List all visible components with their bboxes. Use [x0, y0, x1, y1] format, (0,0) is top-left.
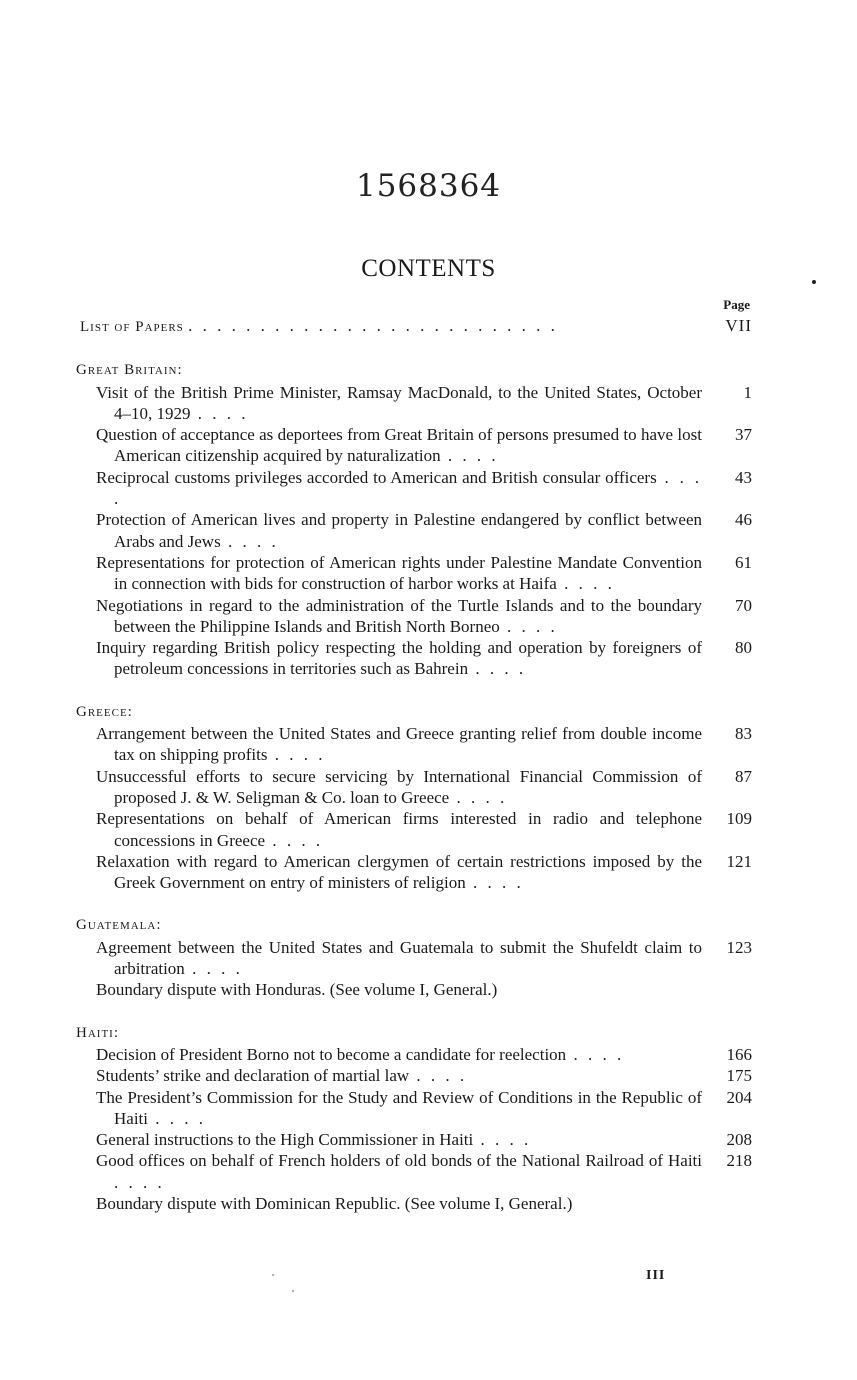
entry-text: Inquiry regarding British policy respecting the holding and operation by foreigners of petroleum concessions in territories such as Bahrein: [96, 638, 702, 679]
sections-container: [76, 360, 752, 1214]
page-column-header: Page: [723, 297, 750, 312]
leader-dots: . . . .: [184, 959, 243, 979]
toc-entry: [96, 1065, 752, 1086]
entry-title: [96, 1193, 702, 1214]
ink-speck: [812, 280, 816, 284]
toc-entry: [96, 552, 752, 595]
toc-entry: [96, 637, 752, 680]
entry-title: [96, 595, 702, 638]
toc-entry: [96, 766, 752, 809]
entry-title: [96, 467, 702, 510]
leader-dots: . . . .: [556, 574, 615, 594]
leader-dots: . . . .: [267, 745, 326, 765]
entry-text: Agreement between the United States and Guatemala to submit the Shufeldt claim to arbitration: [96, 937, 702, 979]
toc-entry: [96, 723, 752, 766]
entry-title: [96, 808, 702, 851]
entry-list: [96, 382, 752, 680]
toc-entry: [96, 382, 752, 425]
leader-dots: . . . .: [566, 1044, 625, 1064]
toc-section: [76, 915, 752, 1000]
entry-text: Negotiations in regard to the administration of the Turtle Islands and to the boundary between the Philippine Islands and British North Borneo: [96, 595, 702, 636]
entry-page-number: 121: [726, 851, 752, 871]
toc-section: [76, 1023, 752, 1215]
toc-entry: [96, 937, 752, 980]
entry-text: Decision of President Borno not to become a candidate for reelection: [96, 1044, 567, 1064]
toc-entry: [96, 808, 752, 851]
toc-entry: [96, 595, 752, 638]
entry-text: Representations for protection of American rights under Palestine Mandate Convention in connection with bids for construction of harbor works at Haifa: [96, 552, 702, 594]
leader-dots: . . . .: [148, 1108, 206, 1128]
entry-title: [96, 1044, 702, 1065]
entry-list: [96, 937, 752, 1001]
toc-entry: [96, 1150, 752, 1193]
entry-text: Arrangement between the United States and Greece granting relief from double income tax on shipping profits: [96, 724, 702, 765]
page-folio: III: [646, 1268, 666, 1283]
entry-text: Boundary dispute with Dominican Republic. (See volume I, General.): [96, 1193, 573, 1213]
list-of-papers-page: VII: [725, 316, 752, 335]
leader-dots: . . . .: [114, 467, 702, 509]
leader-dots: . . . .: [440, 446, 499, 466]
leader-dots: . . . .: [449, 787, 508, 807]
toc-entry: [96, 1129, 752, 1150]
entry-title: [96, 979, 702, 1000]
toc-entry: [96, 1044, 752, 1065]
entry-title: [96, 1065, 702, 1086]
entry-page-number: 175: [726, 1066, 752, 1086]
entry-text: Visit of the British Prime Minister, Ramsay MacDonald, to the United States, October 4–10, 1929: [96, 382, 702, 423]
entry-title: [96, 766, 702, 809]
section-heading: Guatemala:: [76, 917, 162, 934]
leader-dots: . . . .: [265, 830, 324, 850]
leader-dots: . . . .: [190, 403, 249, 423]
entry-text: Protection of American lives and property in Palestine endangered by conflict between Arabs and Jews: [96, 510, 702, 551]
entry-page-number: 43: [735, 467, 752, 487]
entry-title: [96, 382, 702, 425]
leader-dots: . . . .: [465, 873, 524, 893]
entry-page-number: 109: [726, 809, 752, 829]
toc-entry: [96, 424, 752, 467]
entry-page-number: 37: [735, 425, 752, 445]
entry-title: [96, 509, 702, 552]
toc-entry: [96, 1087, 752, 1130]
entry-page-number: 208: [726, 1130, 752, 1150]
entry-page-number: 83: [735, 724, 752, 744]
accession-number-stamp: 1568364: [355, 168, 502, 204]
entry-title: [96, 1087, 702, 1130]
ink-speck: [272, 1274, 274, 1276]
entry-text: Relaxation with regard to American clergymen of certain restrictions imposed by the Greek Government on entry of ministers of religion: [96, 851, 702, 893]
entry-title: [96, 424, 702, 467]
entry-page-number: 61: [735, 552, 752, 572]
toc-entry: [96, 979, 752, 1000]
entry-page-number: 218: [726, 1151, 752, 1171]
leader-dots: . . . .: [220, 531, 279, 551]
section-heading: Great Britain:: [76, 362, 183, 379]
entry-title: [96, 552, 702, 595]
entry-page-number: 1: [743, 382, 752, 402]
entry-text: Reciprocal customs privileges accorded to American and British consular officers: [96, 467, 657, 487]
toc-entry: [96, 467, 752, 510]
entry-title: [96, 1150, 702, 1193]
toc-section: [76, 360, 752, 679]
entry-title: [96, 1129, 702, 1150]
entry-page-number: 46: [735, 510, 752, 530]
page-title: CONTENTS: [361, 255, 496, 282]
leader-dots: . . . .: [499, 616, 558, 636]
entry-page-number: 70: [735, 595, 752, 615]
toc-entry: [96, 1193, 752, 1214]
entry-text: General instructions to the High Commissioner in Haiti: [96, 1130, 474, 1150]
entry-text: Students’ strike and declaration of martial law: [96, 1066, 410, 1086]
entry-text: Representations on behalf of American firms interested in radio and telephone concessions in Greece: [96, 809, 702, 850]
toc-entry: [96, 509, 752, 552]
section-heading: Greece:: [76, 703, 133, 720]
entry-page-number: 166: [726, 1044, 752, 1064]
leader-dots: . . . .: [114, 1172, 165, 1192]
toc-entry: [96, 851, 752, 894]
entry-page-number: 204: [726, 1087, 752, 1107]
table-of-contents: [76, 315, 752, 1236]
entry-list: [96, 723, 752, 893]
entry-page-number: 87: [735, 766, 752, 786]
entry-text: Question of acceptance as deportees from Great Britain of persons presumed to have lost American citizenship acquired by naturalization: [96, 425, 702, 466]
list-of-papers-entry: List of Papers . . . . . . . . . . . . . . . . . . . . . . . . . . VII: [80, 316, 752, 335]
entry-text: The President’s Commission for the Study and Review of Conditions in the Republic of Haiti: [96, 1087, 702, 1128]
entry-title: [96, 937, 702, 980]
leader-dots: . . . .: [473, 1130, 532, 1150]
leader-dots: . . . .: [468, 659, 527, 679]
toc-section: [76, 702, 752, 894]
entry-text: Good offices on behalf of French holders of old bonds of the National Railroad of Haiti: [96, 1151, 702, 1171]
entry-page-number: 80: [735, 638, 752, 658]
leader-dots: . . . .: [409, 1066, 468, 1086]
entry-text: Boundary dispute with Honduras. (See volume I, General.): [96, 980, 498, 1000]
list-of-papers-label: List of Papers: [80, 319, 184, 335]
entry-title: [96, 723, 702, 766]
section-heading: Haiti:: [76, 1024, 119, 1041]
entry-page-number: 123: [726, 937, 752, 957]
entry-title: [96, 851, 702, 894]
entry-text: Unsuccessful efforts to secure servicing by International Financial Commission of proposed J. & W. Seligman & Co. loan to Greece: [96, 766, 702, 807]
entry-list: [96, 1044, 752, 1214]
ink-speck: [292, 1290, 294, 1292]
entry-title: [96, 637, 702, 680]
